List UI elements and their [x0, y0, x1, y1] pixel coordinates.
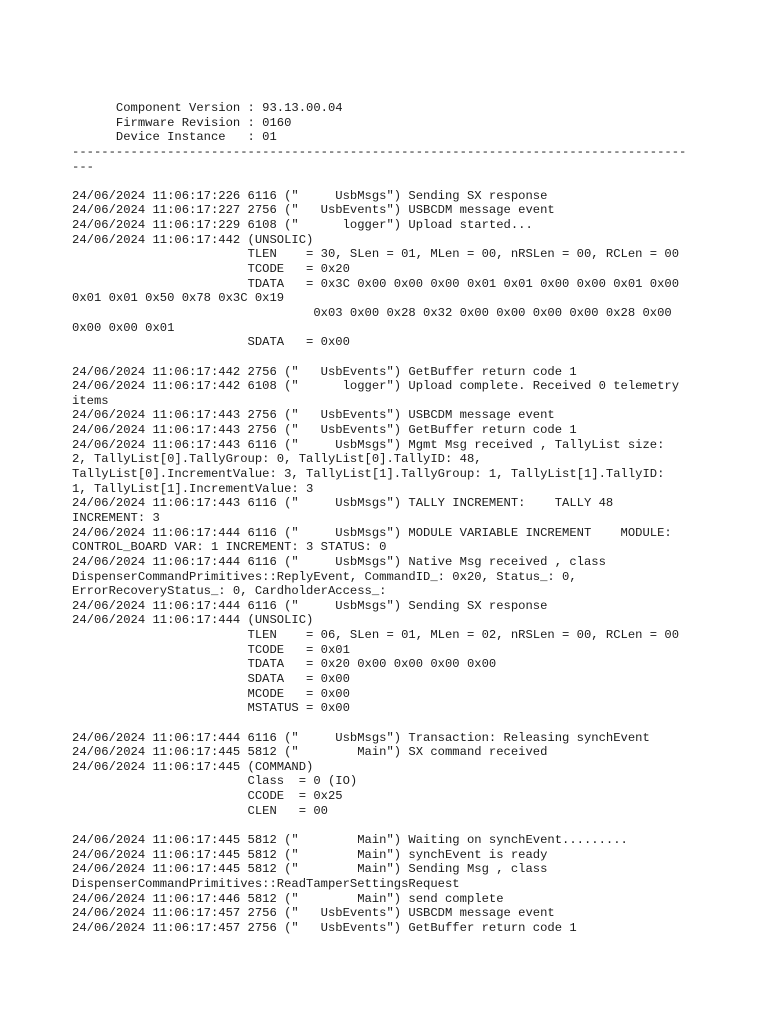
- log-line: DispenserCommandPrimitives::ReadTamperSettingsRequest: [72, 876, 460, 891]
- log-line: ErrorRecoveryStatus_: 0, CardholderAccess_:: [72, 584, 387, 599]
- log-line: 2, TallyList[0].TallyGroup: 0, TallyList[0].TallyID: 48,: [72, 452, 482, 467]
- log-line: ---: [72, 159, 94, 174]
- log-line: MSTATUS = 0x00: [72, 701, 350, 716]
- log-line: 24/06/2024 11:06:17:226 6116 (" UsbMsgs") Sending SX response: [72, 188, 548, 203]
- log-line: 24/06/2024 11:06:17:443 2756 (" UsbEvents") USBCDM message event: [72, 408, 555, 423]
- log-line: CONTROL_BOARD VAR: 1 INCREMENT: 3 STATUS: 0: [72, 540, 387, 555]
- log-line: 24/06/2024 11:06:17:443 6116 (" UsbMsgs") Mgmt Msg received , TallyList size:: [72, 437, 665, 452]
- log-line: [72, 716, 712, 731]
- log-line: 24/06/2024 11:06:17:444 6116 (" UsbMsgs") Sending SX response: [72, 598, 548, 613]
- log-line: 24/06/2024 11:06:17:444 (UNSOLIC): [72, 613, 314, 628]
- log-line: CLEN = 00: [72, 803, 328, 818]
- log-line: 24/06/2024 11:06:17:445 (COMMAND): [72, 759, 314, 774]
- log-line: TDATA = 0x20 0x00 0x00 0x00 0x00: [72, 657, 497, 672]
- log-line: 24/06/2024 11:06:17:457 2756 (" UsbEvents") USBCDM message event: [72, 906, 555, 921]
- log-line: 24/06/2024 11:06:17:443 6116 (" UsbMsgs") TALLY INCREMENT: TALLY 48: [72, 496, 614, 511]
- log-line: 24/06/2024 11:06:17:446 5812 (" Main") send complete: [72, 891, 504, 906]
- log-line: SDATA = 0x00: [72, 671, 350, 686]
- log-line: TallyList[0].IncrementValue: 3, TallyList[1].TallyGroup: 1, TallyList[1].TallyID:: [72, 467, 665, 482]
- log-line: 0x00 0x00 0x01: [72, 320, 175, 335]
- log-line: ------------------------------------------------------------------------------------: [72, 144, 687, 159]
- log-line: TLEN = 30, SLen = 01, MLen = 00, nRSLen = 00, RCLen = 00: [72, 247, 680, 262]
- log-line: 24/06/2024 11:06:17:445 5812 (" Main") Sending Msg , class: [72, 862, 548, 877]
- log-line: 24/06/2024 11:06:17:229 6108 (" logger") Upload started...: [72, 218, 533, 233]
- log-line: MCODE = 0x00: [72, 686, 350, 701]
- log-line: 24/06/2024 11:06:17:227 2756 (" UsbEvents") USBCDM message event: [72, 203, 555, 218]
- log-line: 24/06/2024 11:06:17:444 6116 (" UsbMsgs") Transaction: Releasing synchEvent: [72, 730, 650, 745]
- log-line: Device Instance : 01: [72, 130, 277, 145]
- log-line: items: [72, 393, 109, 408]
- log-document: [72, 101, 712, 936]
- log-line: 24/06/2024 11:06:17:457 2756 (" UsbEvents") GetBuffer return code 1: [72, 920, 577, 935]
- log-line: 24/06/2024 11:06:17:445 5812 (" Main") synchEvent is ready: [72, 847, 548, 862]
- log-line: 24/06/2024 11:06:17:445 5812 (" Main") SX command received: [72, 745, 548, 760]
- log-line: 0x03 0x00 0x28 0x32 0x00 0x00 0x00 0x00 0x28 0x00: [72, 305, 672, 320]
- log-line: 1, TallyList[1].IncrementValue: 3: [72, 481, 314, 496]
- log-line: 24/06/2024 11:06:17:444 6116 (" UsbMsgs") MODULE VARIABLE INCREMENT MODULE:: [72, 525, 672, 540]
- log-line: TDATA = 0x3C 0x00 0x00 0x00 0x01 0x01 0x00 0x00 0x01 0x00: [72, 276, 680, 291]
- log-line: CCODE = 0x25: [72, 789, 343, 804]
- log-line: 24/06/2024 11:06:17:445 5812 (" Main") Waiting on synchEvent.........: [72, 833, 628, 848]
- log-line: Class = 0 (IO): [72, 774, 358, 789]
- log-line: [72, 350, 712, 365]
- log-line: TCODE = 0x20: [72, 262, 350, 277]
- log-line: 24/06/2024 11:06:17:442 2756 (" UsbEvents") GetBuffer return code 1: [72, 364, 577, 379]
- log-line: [72, 818, 712, 833]
- log-line: SDATA = 0x00: [72, 335, 350, 350]
- log-line: DispenserCommandPrimitives::ReplyEvent, CommandID_: 0x20, Status_: 0,: [72, 569, 577, 584]
- log-line: [72, 174, 712, 189]
- log-line: TLEN = 06, SLen = 01, MLen = 02, nRSLen = 00, RCLen = 00: [72, 628, 680, 643]
- log-line: 24/06/2024 11:06:17:444 6116 (" UsbMsgs") Native Msg received , class: [72, 554, 606, 569]
- log-line: 24/06/2024 11:06:17:442 6108 (" logger") Upload complete. Received 0 telemetry: [72, 379, 680, 394]
- log-line: INCREMENT: 3: [72, 510, 160, 525]
- log-line: TCODE = 0x01: [72, 642, 350, 657]
- log-line: Component Version : 93.13.00.04: [72, 101, 343, 115]
- log-line: 0x01 0x01 0x50 0x78 0x3C 0x19: [72, 291, 285, 306]
- log-line: 24/06/2024 11:06:17:442 (UNSOLIC): [72, 232, 314, 247]
- log-line: Firmware Revision : 0160: [72, 115, 292, 130]
- log-line: 24/06/2024 11:06:17:443 2756 (" UsbEvents") GetBuffer return code 1: [72, 423, 577, 438]
